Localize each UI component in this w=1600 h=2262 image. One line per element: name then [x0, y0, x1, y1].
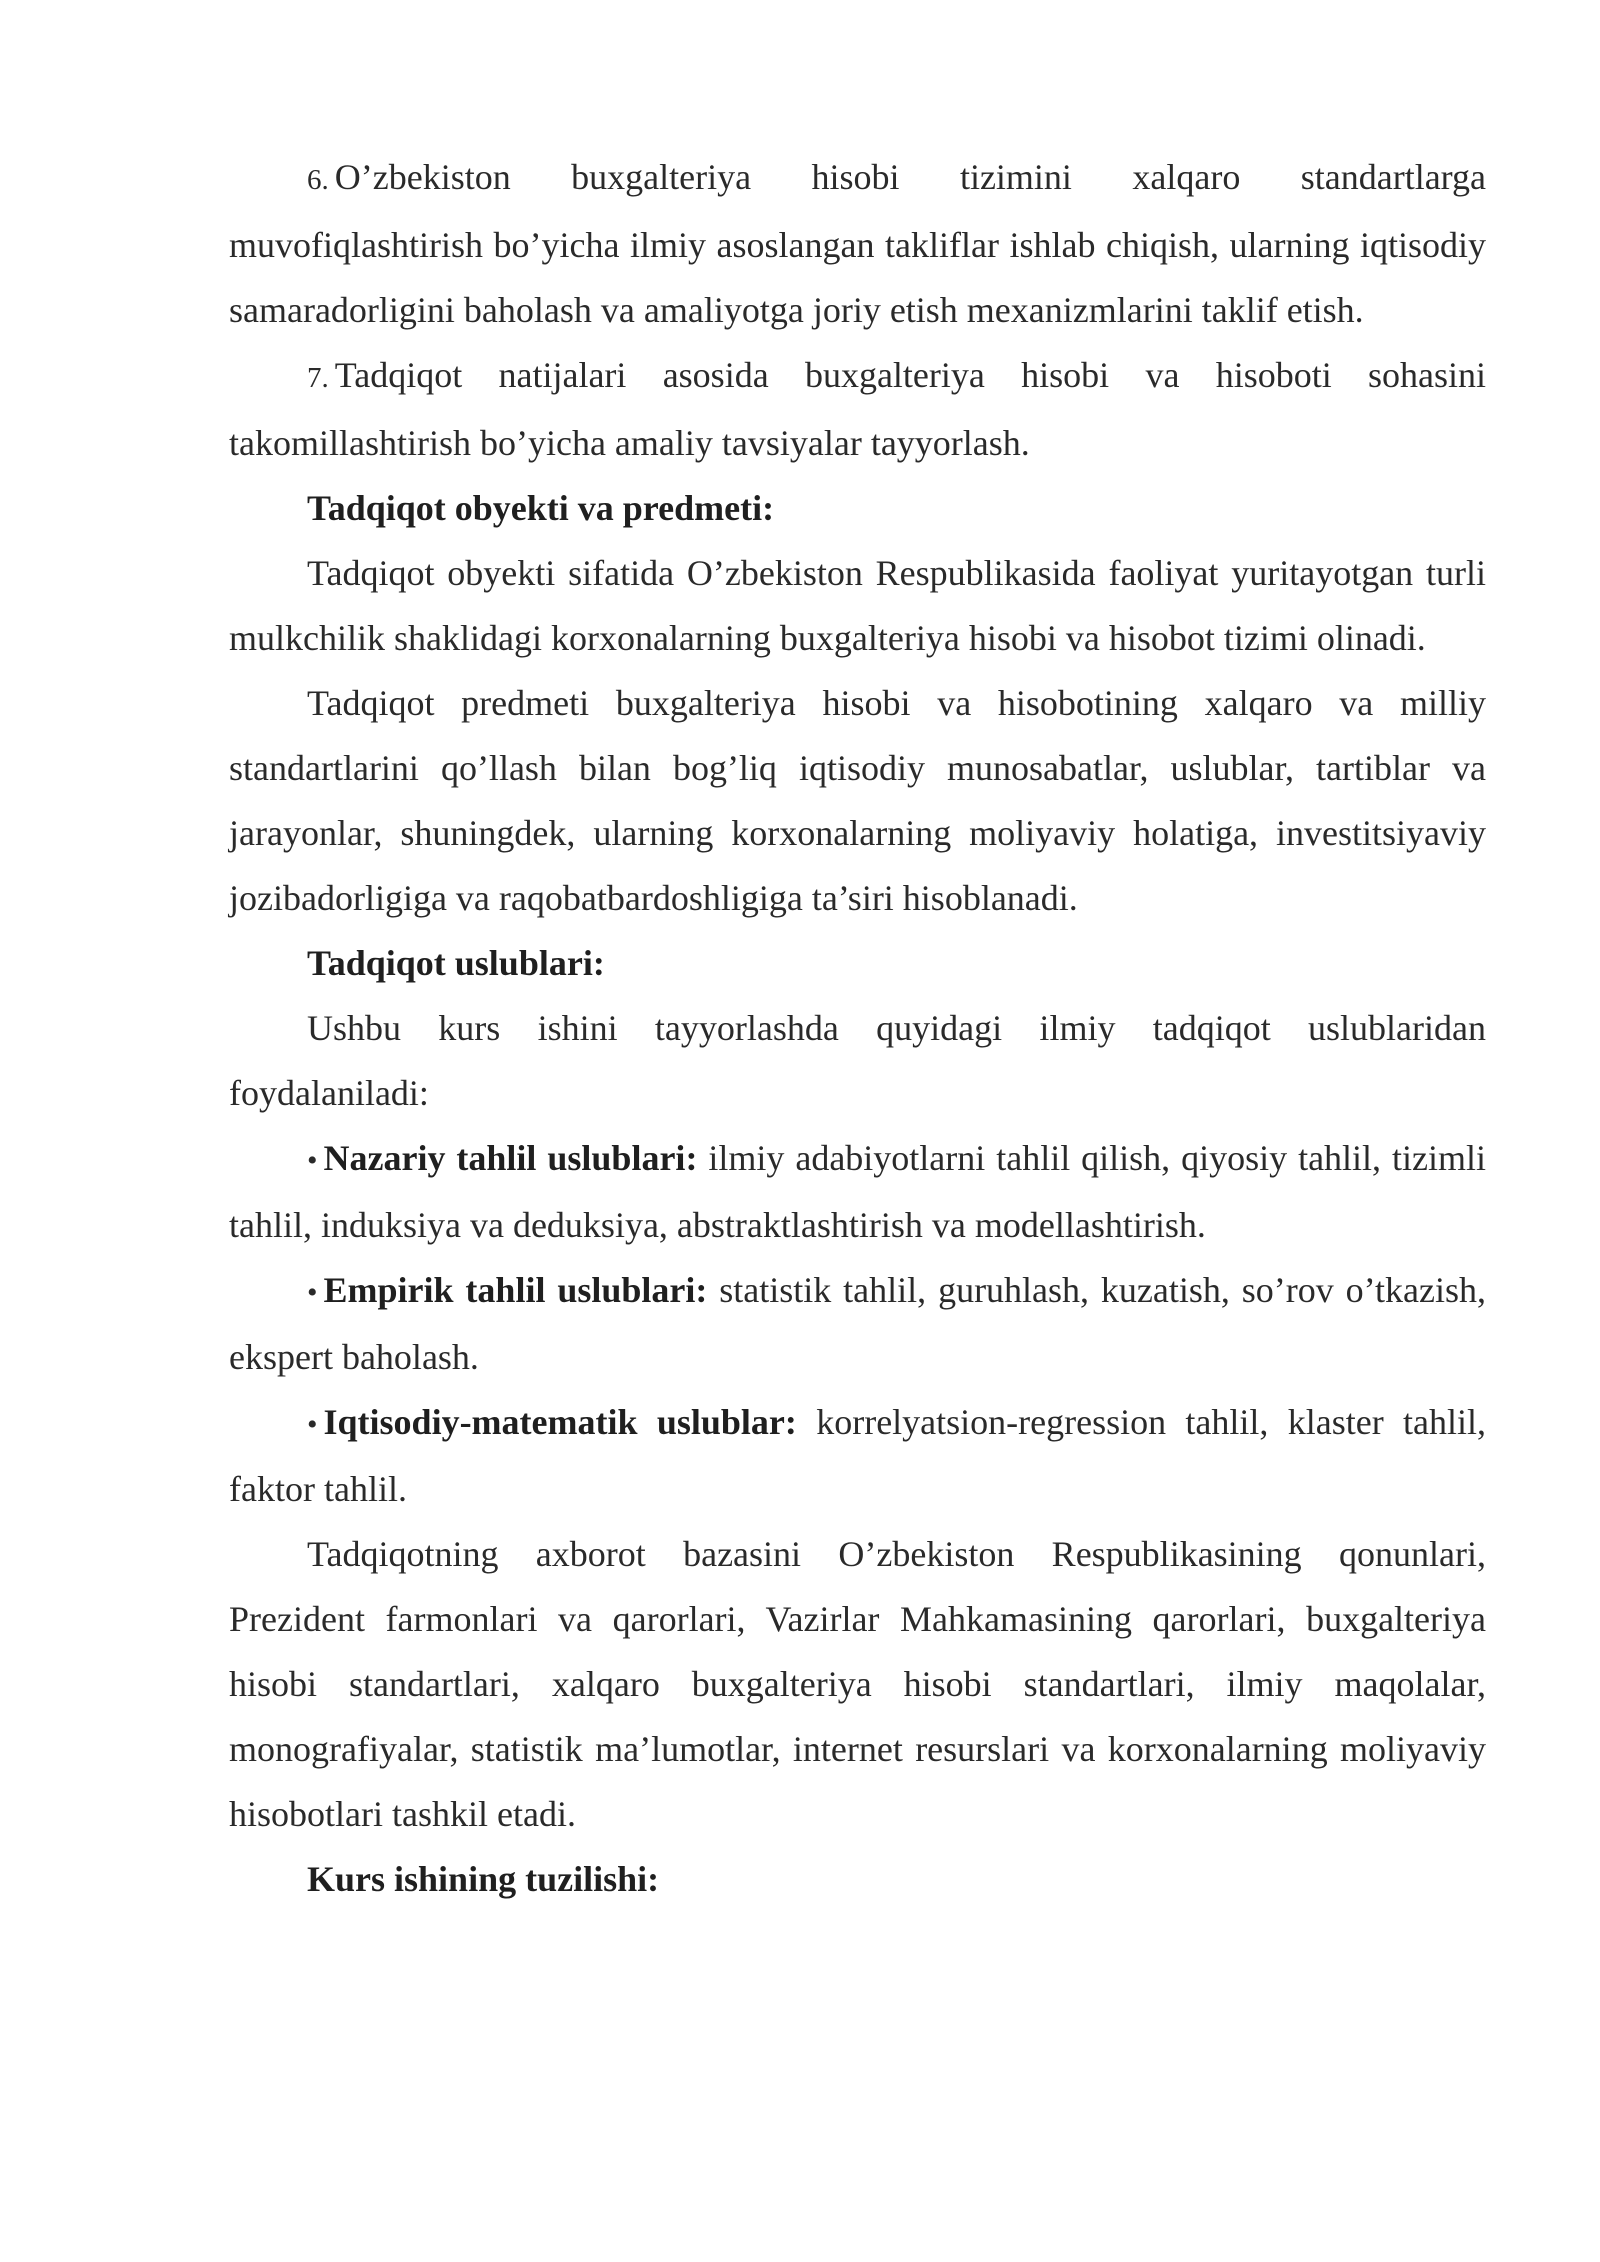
bullet-text: ilmiy adabiyotlarni tahlil qilish, qiyosiy tahlil, tizimli tahlil, induksiya va deduksiya, abstraktlashtirish va modellashtirish. — [229, 1138, 1486, 1245]
bullet-text: korrelyatsion-regression tahlil, klaster tahlil, faktor tahlil. — [229, 1402, 1487, 1509]
bullet-item-theoretical — [229, 1126, 1486, 1258]
bullet-icon: • — [307, 1276, 318, 1309]
bullet-icon: • — [307, 1408, 318, 1441]
document-page — [229, 145, 1486, 1912]
bullet-label: Iqtisodiy-matematik uslublar: — [323, 1402, 797, 1442]
list-item-7 — [229, 343, 1486, 476]
heading-object-subject: Tadqiqot obyekti va predmeti: — [307, 488, 775, 528]
subject-paragraph: Tadqiqot predmeti buxgalteriya hisobi va hisobotining xalqaro va milliy standartlarini qo’llash bilan bog’liq iqtisodiy munosabatlar, uslublar, tartiblar va jarayonlar, shuningdek, ularning korxonalarning moliyaviy holatiga, investitsiyaviy jozibadorligiga va raqobatbardoshligiga ta’siri hisoblanadi. — [229, 683, 1486, 918]
bullet-text: statistik tahlil, guruhlash, kuzatish, so’rov o’tkazish, ekspert baholash. — [229, 1270, 1486, 1377]
bullet-label: Empirik tahlil uslublari: — [323, 1270, 708, 1310]
bullet-item-econometric — [229, 1390, 1486, 1522]
list-item-text: O’zbekiston buxgalteriya hisobi tizimini xalqaro standartlarga muvofiqlashtirish bo’yicha ilmiy asoslangan takliflar ishlab chiqish, ularning iqtisodiy samaradorligini baholash va amaliyotga joriy etish mexanizmlarini taklif etish. — [229, 157, 1486, 330]
bullet-item-empirical — [229, 1258, 1486, 1390]
bullet-icon: • — [307, 1144, 318, 1177]
heading-methods: Tadqiqot uslublari: — [307, 943, 605, 983]
info-base-paragraph: Tadqiqotning axborot bazasini O’zbekiston Respublikasining qonunlari, Prezident farmonlari va qarorlari, Vazirlar Mahkamasining qarorlari, buxgalteriya hisobi standartlari, xalqaro buxgalteriya hisobi standartlari, ilmiy maqolalar, monografiyalar, statistik ma’lumotlar, internet resurslari va korxonalarning moliyaviy hisobotlari tashkil etadi. — [229, 1534, 1486, 1834]
list-item-6 — [229, 145, 1486, 343]
object-paragraph: Tadqiqot obyekti sifatida O’zbekiston Respublikasida faoliyat yuritayotgan turli mulkchilik shaklidagi korxonalarning buxgalteriya hisobi va hisobot tizimi olinadi. — [229, 553, 1486, 658]
list-item-text: Tadqiqot natijalari asosida buxgalteriya hisobi va hisoboti sohasini takomillashtirish bo’yicha amaliy tavsiyalar tayyorlash. — [229, 355, 1486, 463]
list-number: 6. — [307, 164, 329, 196]
list-number: 7. — [307, 362, 329, 394]
heading-structure: Kurs ishining tuzilishi: — [307, 1859, 660, 1899]
methods-intro-paragraph: Ushbu kurs ishini tayyorlashda quyidagi ilmiy tadqiqot uslublaridan foydalaniladi: — [229, 1008, 1486, 1113]
bullet-label: Nazariy tahlil uslublari: — [323, 1138, 698, 1178]
